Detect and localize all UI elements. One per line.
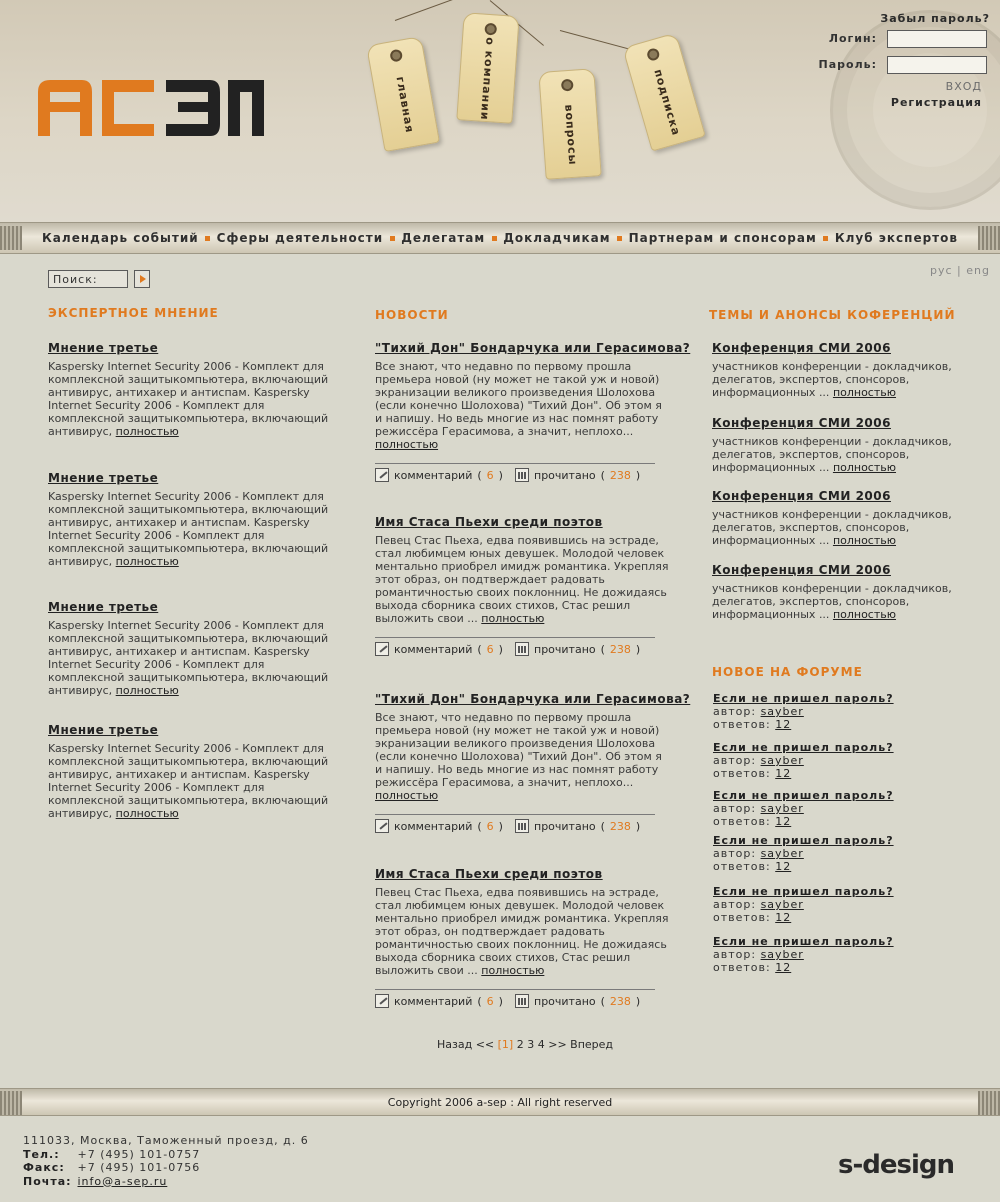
read-more-link[interactable]: полностью bbox=[115, 807, 179, 820]
comment-label: комментарий bbox=[394, 468, 473, 482]
search-input[interactable]: Поиск: bbox=[48, 270, 128, 288]
tag-about[interactable] bbox=[456, 12, 519, 124]
read-label: прочитано bbox=[534, 994, 596, 1008]
forgot-password-link[interactable]: Забыл пароль? bbox=[880, 12, 990, 25]
forum-item bbox=[713, 789, 973, 828]
nav-left-cap bbox=[0, 226, 22, 250]
nav-separator bbox=[823, 236, 828, 241]
login-input[interactable] bbox=[887, 30, 987, 48]
register-link[interactable]: Регистрация bbox=[890, 96, 982, 109]
read-label: прочитано bbox=[534, 819, 596, 833]
read-more-link[interactable]: полностью bbox=[832, 386, 897, 399]
forum-topic-link[interactable]: Если не пришел пароль? bbox=[713, 741, 894, 754]
password-input[interactable] bbox=[887, 56, 987, 74]
forum-item bbox=[713, 741, 973, 780]
tag-about-label: о компании bbox=[477, 36, 497, 121]
stats-icon bbox=[515, 819, 529, 833]
forum-replies-row bbox=[713, 767, 973, 780]
read-more-link[interactable]: полностью bbox=[832, 534, 897, 547]
forum-topic-link[interactable]: Если не пришел пароль? bbox=[713, 789, 894, 802]
conf-item bbox=[712, 416, 972, 474]
news-item-text: Все знают, что недавно по первому прошла премьера новой (ну может не такой уж и новой) экранизации великого произведения Шолохова (если конечно Шолохова) "Тихий Дон". Об этом я и напишу. Но ведь многие из нас помнят работу режиссёра Герасимова, а значит, неплохо... bbox=[375, 360, 662, 438]
mail-line bbox=[23, 1175, 309, 1189]
read-more-link[interactable]: полностью bbox=[115, 684, 179, 697]
forum-item bbox=[713, 935, 973, 974]
comment-label: комментарий bbox=[394, 642, 473, 656]
conf-item-body bbox=[712, 435, 972, 474]
nav-separator bbox=[617, 236, 622, 241]
conf-section-title: ТЕМЫ И АНОНСЫ КОФЕРЕНЦИЙ bbox=[709, 308, 956, 322]
logo[interactable] bbox=[36, 78, 266, 138]
news-meta bbox=[375, 814, 655, 834]
contact-info bbox=[23, 1134, 309, 1188]
read-label: прочитано bbox=[534, 642, 596, 656]
news-item-body bbox=[375, 534, 670, 625]
comments-link[interactable]: комментарий ( 6 ) bbox=[375, 468, 503, 482]
pager-next[interactable]: >> Вперед bbox=[548, 1038, 614, 1051]
nav-separator bbox=[205, 236, 210, 241]
expert-item-title[interactable]: Мнение третье bbox=[48, 471, 159, 485]
header bbox=[0, 0, 1000, 222]
comment-icon bbox=[375, 642, 389, 656]
news-item-title[interactable]: "Тихий Дон" Бондарчука или Герасимова? bbox=[375, 692, 691, 706]
tag-hole-icon bbox=[389, 49, 403, 63]
replies-label: ответов: bbox=[713, 718, 771, 731]
designer-logo[interactable]: s-design bbox=[838, 1150, 955, 1180]
read-more-link[interactable]: полностью bbox=[375, 438, 439, 451]
conf-item bbox=[712, 489, 972, 547]
news-item-text: Все знают, что недавно по первому прошла премьера новой (ну может не такой уж и новой) экранизации великого произведения Шолохова (если конечно Шолохова) "Тихий Дон". Об этом я и напишу. Но ведь многие из нас помнят работу режиссёра Герасимова, а значит, неплохо... bbox=[375, 711, 662, 789]
read-count: 238 bbox=[609, 642, 631, 656]
forum-topic-link[interactable]: Если не пришел пароль? bbox=[713, 692, 894, 705]
lang-ru-link[interactable]: рус bbox=[930, 264, 953, 277]
expert-item-text: Kaspersky Internet Security 2006 - Комплект для комплексной защитыкомпьютера, включающий антивирус, антихакер и антиспам. Kaspersky Internet Security 2006 - Комплект для комплексной защитыкомпьютера, включающий антивирус, bbox=[48, 742, 329, 820]
stats-icon bbox=[515, 468, 529, 482]
nav-separator bbox=[492, 236, 497, 241]
expert-item bbox=[48, 471, 338, 568]
read-more-link[interactable]: полностью bbox=[375, 789, 439, 802]
read-more-link[interactable]: полностью bbox=[115, 425, 179, 438]
login-box bbox=[790, 10, 990, 120]
read-count: 238 bbox=[609, 468, 631, 482]
expert-item-text: Kaspersky Internet Security 2006 - Комплект для комплексной защитыкомпьютера, включающий антивирус, антихакер и антиспам. Kaspersky Internet Security 2006 - Комплект для комплексной защитыкомпьютера, включающий антивирус, bbox=[48, 490, 329, 568]
comment-count: 6 bbox=[486, 642, 494, 656]
news-item bbox=[375, 341, 691, 482]
tag-questions[interactable] bbox=[538, 68, 601, 180]
replies-label: ответов: bbox=[713, 911, 771, 924]
language-switch bbox=[930, 264, 990, 277]
expert-item-body bbox=[48, 360, 338, 438]
author-label: автор: bbox=[713, 802, 757, 815]
forum-item bbox=[713, 834, 973, 873]
expert-item-body bbox=[48, 742, 338, 820]
read-count: 238 bbox=[609, 819, 631, 833]
replies-link[interactable]: 12 bbox=[775, 718, 792, 731]
author-label: автор: bbox=[713, 847, 757, 860]
comment-icon bbox=[375, 994, 389, 1008]
comment-count: 6 bbox=[486, 468, 494, 482]
replies-link[interactable]: 12 bbox=[775, 860, 792, 873]
nav-item-spheres[interactable]: Сферы деятельности bbox=[216, 231, 384, 245]
replies-label: ответов: bbox=[713, 815, 771, 828]
reads-counter: прочитано ( 238 ) bbox=[515, 642, 640, 656]
news-meta bbox=[375, 463, 655, 483]
forum-replies-row bbox=[713, 911, 973, 924]
search-button[interactable] bbox=[134, 270, 150, 288]
reads-counter: прочитано ( 238 ) bbox=[515, 468, 640, 482]
news-item bbox=[375, 692, 691, 833]
news-item-text: Певец Стас Пьеха, едва появившись на эстраде, стал любимцем юных девушек. Молодой человек ментально приобрел имидж романтика. Укрепляя этот образ, он подтверждает радовать романтичностью своих поклонниц. Не дожидаясь выхода сборника своих стихов, Стас решил выложить свои ... bbox=[375, 886, 669, 977]
news-item-body bbox=[375, 886, 670, 977]
conf-item-body bbox=[712, 582, 972, 621]
expert-item-title[interactable]: Мнение третье bbox=[48, 723, 159, 737]
forum-replies-row bbox=[713, 815, 973, 828]
replies-label: ответов: bbox=[713, 767, 771, 780]
pager-prev[interactable]: Назад << bbox=[437, 1038, 495, 1051]
comment-count: 6 bbox=[486, 819, 494, 833]
fax-line bbox=[23, 1161, 309, 1175]
read-more-link[interactable]: полностью bbox=[832, 461, 897, 474]
comments-link[interactable]: комментарий ( 6 ) bbox=[375, 642, 503, 656]
comments-link[interactable]: комментарий ( 6 ) bbox=[375, 994, 503, 1008]
stats-icon bbox=[515, 994, 529, 1008]
main-nav bbox=[0, 222, 1000, 254]
forum-topic-link[interactable]: Если не пришел пароль? bbox=[713, 885, 894, 898]
replies-link[interactable]: 12 bbox=[775, 815, 792, 828]
forum-author-row bbox=[713, 948, 973, 961]
pager-current: [1] bbox=[497, 1038, 514, 1051]
expert-item bbox=[48, 600, 338, 697]
tag-subscribe[interactable] bbox=[622, 32, 706, 151]
comment-label: комментарий bbox=[394, 994, 473, 1008]
fax-label: Факс: bbox=[23, 1161, 65, 1174]
conf-item-body bbox=[712, 360, 972, 399]
forum-author-row bbox=[713, 898, 973, 911]
pager-pages[interactable]: 2 3 4 bbox=[516, 1038, 545, 1051]
reads-counter: прочитано ( 238 ) bbox=[515, 819, 640, 833]
login-row bbox=[797, 30, 987, 48]
expert-item-body bbox=[48, 490, 338, 568]
expert-item bbox=[48, 723, 338, 820]
tag-questions-label: вопросы bbox=[562, 103, 580, 166]
phone-label: Тел.: bbox=[23, 1147, 60, 1161]
nav-item-calendar[interactable]: Календарь событий bbox=[42, 231, 199, 245]
logo-icon bbox=[36, 78, 266, 138]
conf-item-title[interactable]: Конференция СМИ 2006 bbox=[712, 489, 891, 503]
nav-separator bbox=[390, 236, 395, 241]
comment-icon bbox=[375, 468, 389, 482]
conf-item-text: участников конференции - докладчиков, делегатов, экспертов, спонсоров, информационных ... bbox=[712, 435, 952, 474]
author-label: автор: bbox=[713, 705, 757, 718]
forum-topic-link[interactable]: Если не пришел пароль? bbox=[713, 935, 894, 948]
password-row bbox=[797, 56, 987, 74]
nav-right-cap bbox=[978, 226, 1000, 250]
replies-link[interactable]: 12 bbox=[775, 911, 792, 924]
conf-item-title[interactable]: Конференция СМИ 2006 bbox=[712, 416, 891, 430]
reads-counter: прочитано ( 238 ) bbox=[515, 994, 640, 1008]
phone-line bbox=[23, 1148, 309, 1162]
conf-item bbox=[712, 563, 972, 621]
author-link[interactable]: sayber bbox=[760, 802, 804, 815]
author-label: автор: bbox=[713, 948, 757, 961]
news-section-title: НОВОСТИ bbox=[375, 308, 449, 322]
nav-item-experts-club[interactable]: Клуб экспертов bbox=[834, 231, 958, 245]
replies-label: ответов: bbox=[713, 961, 771, 974]
conf-item-body bbox=[712, 508, 972, 547]
fax-value: +7 (495) 101-0756 bbox=[77, 1161, 201, 1174]
forum-author-row bbox=[713, 754, 973, 767]
arrow-right-icon bbox=[140, 275, 146, 283]
expert-item-text: Kaspersky Internet Security 2006 - Комплект для комплексной защитыкомпьютера, включающий антивирус, антихакер и антиспам. Kaspersky Internet Security 2006 - Комплект для комплексной защитыкомпьютера, включающий антивирус, bbox=[48, 619, 329, 697]
address-line: 111033, Москва, Таможенный проезд, д. 6 bbox=[23, 1134, 309, 1147]
author-label: автор: bbox=[713, 898, 757, 911]
news-item-title[interactable]: Имя Стаса Пьехи среди поэтов bbox=[375, 515, 603, 529]
forum-item bbox=[713, 692, 973, 731]
forum-topic-link[interactable]: Если не пришел пароль? bbox=[713, 834, 894, 847]
forum-item bbox=[713, 885, 973, 924]
nav-item-partners[interactable]: Партнерам и спонсорам bbox=[628, 231, 817, 245]
forum-section-title: НОВОЕ НА ФОРУМЕ bbox=[712, 665, 863, 679]
replies-link[interactable]: 12 bbox=[775, 767, 792, 780]
conf-item-text: участников конференции - докладчиков, делегатов, экспертов, спонсоров, информационных ... bbox=[712, 508, 952, 547]
tag-hole-icon bbox=[561, 79, 574, 92]
author-link[interactable]: sayber bbox=[760, 705, 804, 718]
mail-label: Почта: bbox=[23, 1174, 72, 1188]
news-meta bbox=[375, 637, 655, 657]
conf-item-text: участников конференции - докладчиков, делегатов, экспертов, спонсоров, информационных ... bbox=[712, 582, 952, 621]
news-item bbox=[375, 867, 670, 1008]
conf-item-title[interactable]: Конференция СМИ 2006 bbox=[712, 341, 891, 355]
news-item-title[interactable]: Имя Стаса Пьехи среди поэтов bbox=[375, 867, 603, 881]
news-item-title[interactable]: "Тихий Дон" Бондарчука или Герасимова? bbox=[375, 341, 691, 355]
expert-item-body bbox=[48, 619, 338, 697]
read-count: 238 bbox=[609, 994, 631, 1008]
email-link[interactable]: info@a-sep.ru bbox=[77, 1174, 168, 1188]
news-item-text: Певец Стас Пьеха, едва появившись на эстраде, стал любимцем юных девушек. Молодой человек ментально приобрел имидж романтика. Укрепляя этот образ, он подтверждает радовать романтичностью своих поклонниц. Не дожидаясь выхода сборника своих стихов, Стас решил выложить свои ... bbox=[375, 534, 669, 625]
copyright: Copyright 2006 a-sep : All right reserved bbox=[387, 1096, 613, 1109]
news-item-body bbox=[375, 360, 670, 451]
conf-item bbox=[712, 341, 972, 399]
replies-label: ответов: bbox=[713, 860, 771, 873]
tag-hole-icon bbox=[646, 47, 661, 62]
tag-home[interactable] bbox=[366, 36, 440, 152]
comment-label: комментарий bbox=[394, 819, 473, 833]
forum-replies-row bbox=[713, 718, 973, 731]
news-item-body bbox=[375, 711, 670, 802]
comments-link[interactable]: комментарий ( 6 ) bbox=[375, 819, 503, 833]
conf-item-title[interactable]: Конференция СМИ 2006 bbox=[712, 563, 891, 577]
tag-home-label: главная bbox=[393, 75, 417, 134]
comment-count: 6 bbox=[486, 994, 494, 1008]
read-more-link[interactable]: полностью bbox=[832, 608, 897, 621]
news-item bbox=[375, 515, 670, 656]
read-label: прочитано bbox=[534, 468, 596, 482]
read-more-link[interactable]: полностью bbox=[481, 612, 545, 625]
expert-item bbox=[48, 341, 338, 438]
nav-item-speakers[interactable]: Докладчикам bbox=[503, 231, 611, 245]
author-link[interactable]: sayber bbox=[760, 847, 804, 860]
expert-section-title: ЭКСПЕРТНОЕ МНЕНИЕ bbox=[48, 306, 219, 320]
forum-author-row bbox=[713, 847, 973, 860]
stats-icon bbox=[515, 642, 529, 656]
comment-icon bbox=[375, 819, 389, 833]
nav-items bbox=[34, 223, 966, 253]
read-more-link[interactable]: полностью bbox=[115, 555, 179, 568]
login-button[interactable]: ВХОД bbox=[945, 80, 982, 93]
tag-hole-icon bbox=[484, 23, 497, 36]
expert-item-title[interactable]: Мнение третье bbox=[48, 341, 159, 355]
footer-bar bbox=[0, 1088, 1000, 1116]
lang-en-link[interactable]: eng bbox=[966, 264, 990, 277]
pagination bbox=[437, 1038, 613, 1051]
forum-replies-row bbox=[713, 860, 973, 873]
replies-link[interactable]: 12 bbox=[775, 961, 792, 974]
expert-item-text: Kaspersky Internet Security 2006 - Комплект для комплексной защитыкомпьютера, включающий антивирус, антихакер и антиспам. Kaspersky Internet Security 2006 - Комплект для комплексной защитыкомпьютера, включающий антивирус, bbox=[48, 360, 329, 438]
author-link[interactable]: sayber bbox=[760, 754, 804, 767]
author-link[interactable]: sayber bbox=[760, 948, 804, 961]
author-link[interactable]: sayber bbox=[760, 898, 804, 911]
phone-value: +7 (495) 101-0757 bbox=[77, 1147, 201, 1161]
password-label: Пароль: bbox=[818, 58, 877, 71]
tag-subscribe-label: подписка bbox=[651, 67, 683, 138]
conf-item-text: участников конференции - докладчиков, делегатов, экспертов, спонсоров, информационных ... bbox=[712, 360, 952, 399]
forum-author-row bbox=[713, 705, 973, 718]
login-label: Логин: bbox=[828, 32, 877, 45]
read-more-link[interactable]: полностью bbox=[481, 964, 545, 977]
forum-replies-row bbox=[713, 961, 973, 974]
expert-item-title[interactable]: Мнение третье bbox=[48, 600, 159, 614]
lang-separator: | bbox=[957, 264, 962, 277]
news-meta bbox=[375, 989, 655, 1009]
forum-author-row bbox=[713, 802, 973, 815]
author-label: автор: bbox=[713, 754, 757, 767]
nav-item-delegates[interactable]: Делегатам bbox=[401, 231, 486, 245]
